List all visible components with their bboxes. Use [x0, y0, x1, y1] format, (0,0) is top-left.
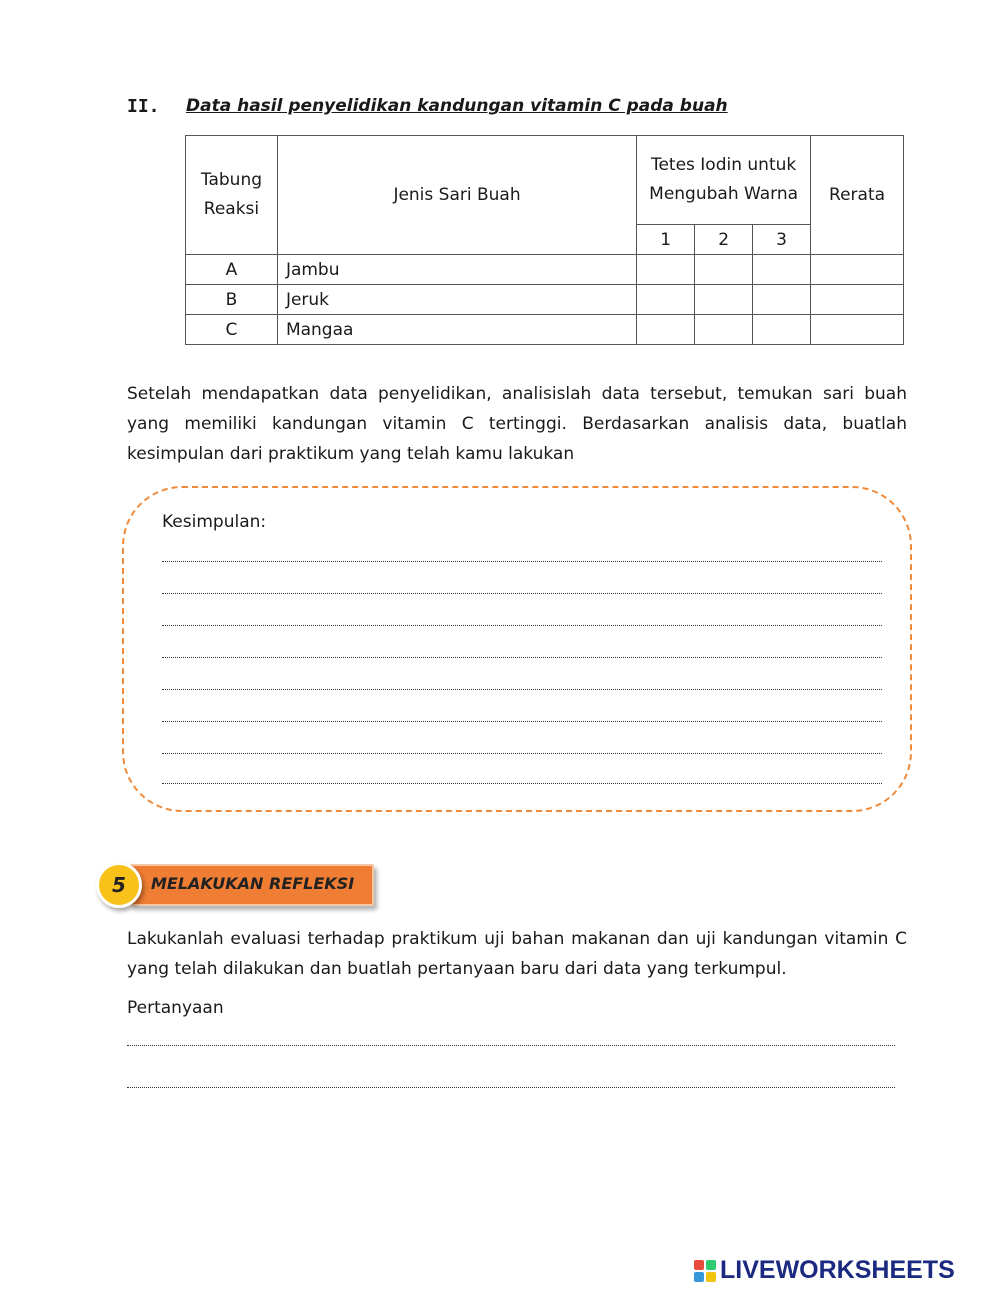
header-tabung-reaksi: Tabung Reaksi [186, 136, 278, 255]
conclusion-line-3[interactable] [162, 624, 882, 626]
cell-tabung: B [186, 285, 278, 315]
cell-tabung: A [186, 255, 278, 285]
vitamin-c-data-table [185, 135, 904, 345]
input-cell-trial-2[interactable] [695, 255, 753, 285]
logo-icon [694, 1260, 716, 1282]
reflection-instruction: Lakukanlah evaluasi terhadap praktikum uji bahan makanan dan uji kandungan vitamin C yang telah dilakukan dan buatlah pertanyaan baru dari data yang terkumpul. [127, 929, 907, 979]
liveworksheets-logo [694, 1256, 955, 1285]
cell-jenis: Mangaa [277, 315, 636, 345]
analysis-instruction: Setelah mendapatkan data penyelidikan, analisislah data tersebut, temukan sari buah yang memiliki kandungan vitamin C tertinggi. Berdasarkan analisis data, buatlah kesimpulan dari praktikum yang telah kamu lakukan [127, 384, 907, 464]
question-line-1[interactable] [127, 1044, 895, 1046]
conclusion-line-4[interactable] [162, 656, 882, 658]
header-tetes-iodin: Tetes Iodin untuk Mengubah Warna [637, 136, 811, 225]
input-cell-trial-3[interactable] [753, 315, 811, 345]
header-trial-2: 2 [695, 225, 753, 255]
header-trial-3: 3 [753, 225, 811, 255]
input-cell-rerata[interactable] [811, 285, 904, 315]
conclusion-line-6[interactable] [162, 720, 882, 722]
cell-jenis: Jeruk [277, 285, 636, 315]
step-number-badge: 5 [96, 862, 142, 908]
input-cell-trial-2[interactable] [695, 315, 753, 345]
input-cell-trial-1[interactable] [637, 315, 695, 345]
conclusion-label: Kesimpulan: [162, 512, 267, 532]
input-cell-trial-3[interactable] [753, 255, 811, 285]
cell-tabung: C [186, 315, 278, 345]
input-cell-rerata[interactable] [811, 255, 904, 285]
table-row [186, 315, 904, 345]
step-title: MELAKUKAN REFLEKSI [151, 874, 355, 893]
question-label: Pertanyaan [127, 998, 224, 1018]
input-cell-rerata[interactable] [811, 315, 904, 345]
input-cell-trial-1[interactable] [637, 255, 695, 285]
input-cell-trial-2[interactable] [695, 285, 753, 315]
section-number: II. [127, 96, 160, 117]
table-row [186, 285, 904, 315]
question-line-2[interactable] [127, 1086, 895, 1088]
conclusion-line-1[interactable] [162, 560, 882, 562]
logo-text: LIVEWORKSHEETS [720, 1256, 955, 1284]
cell-jenis: Jambu [277, 255, 636, 285]
conclusion-line-5[interactable] [162, 688, 882, 690]
conclusion-line-8[interactable] [162, 782, 882, 784]
header-trial-1: 1 [637, 225, 695, 255]
conclusion-box [122, 486, 912, 812]
table-row [186, 255, 904, 285]
conclusion-line-7[interactable] [162, 752, 882, 754]
header-rerata: Rerata [811, 136, 904, 255]
input-cell-trial-1[interactable] [637, 285, 695, 315]
section-title: Data hasil penyelidikan kandungan vitamin C pada buah [186, 96, 728, 116]
input-cell-trial-3[interactable] [753, 285, 811, 315]
header-jenis-sari-buah: Jenis Sari Buah [277, 136, 636, 255]
conclusion-line-2[interactable] [162, 592, 882, 594]
